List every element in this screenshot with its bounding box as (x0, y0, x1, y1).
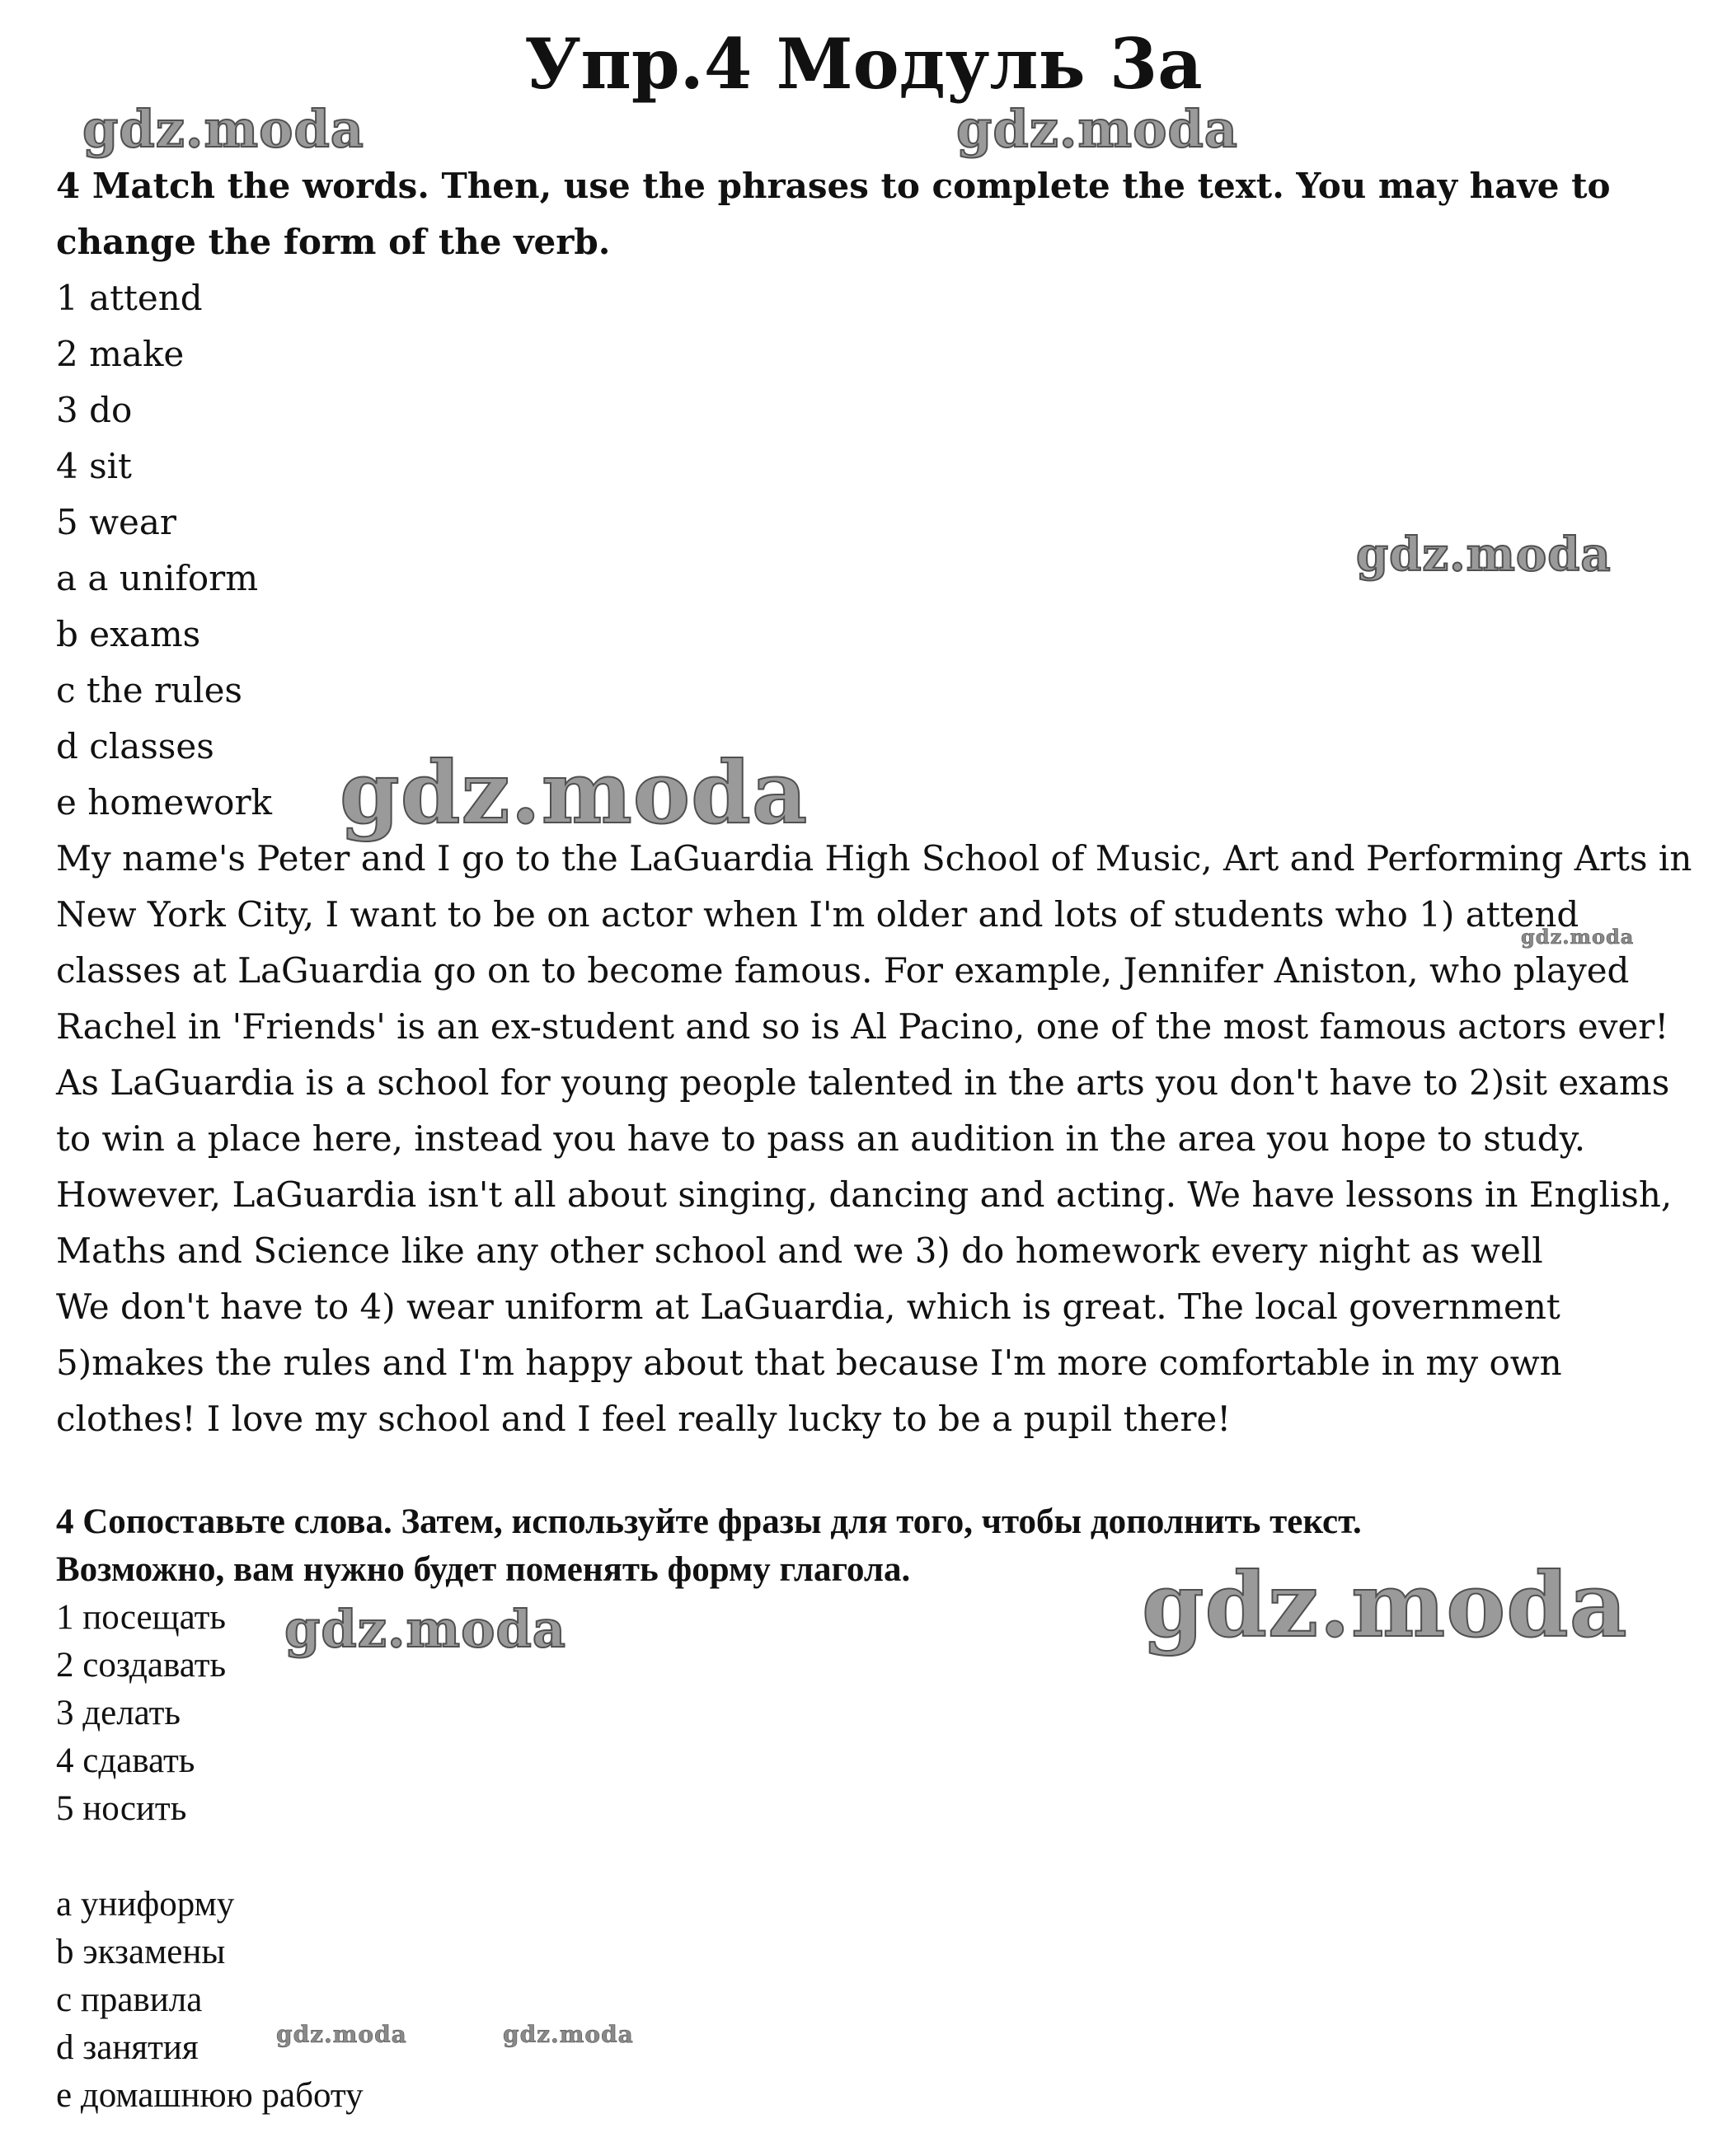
en-text-line: However, LaGuardia isn't all about singing, dancing and acting. We have lessons in English, (56, 1174, 1673, 1215)
en-instruction-line-2: change the form of the verb. (56, 222, 611, 262)
watermark: gdz.moda (340, 742, 809, 843)
ru-instruction-line-2: Возможно, вам нужно будет поменять форму глагола. (56, 1550, 911, 1589)
en-text-line: As LaGuardia is a school for young people talented in the arts you don't have to 2)sit exams (56, 1062, 1670, 1103)
en-text-line: Rachel in 'Friends' is an ex-student and so is Al Pacino, one of the most famous actors ever! (56, 1006, 1669, 1047)
ru-phrase-item: b экзамены (56, 1933, 226, 1971)
en-phrase-item: b exams (56, 614, 201, 654)
en-text-line: New York City, I want to be on actor when I'm older and lots of students who 1) attend (56, 894, 1579, 935)
ru-phrase-item: d занятия (56, 2028, 199, 2067)
watermark: gdz.moda (956, 99, 1238, 159)
watermark: gdz.moda (1521, 925, 1635, 949)
page-title: Упр.4 Модуль 3а (524, 23, 1203, 105)
en-verb-item: 3 do (56, 390, 133, 430)
ru-verb-item: 1 посещать (56, 1598, 227, 1637)
ru-instruction-line-1: 4 Сопоставьте слова. Затем, используйте фразы для того, чтобы дополнить текст. (56, 1502, 1362, 1541)
en-text-line: Maths and Science like any other school and we 3) do homework every night as well (56, 1230, 1543, 1271)
ru-phrase-item: a униформу (56, 1885, 235, 1924)
ru-phrase-item: e домашнюю работу (56, 2076, 364, 2115)
en-phrase-item: c the rules (56, 670, 242, 710)
watermark: gdz.moda (82, 99, 364, 159)
en-text-line: We don't have to 4) wear uniform at LaGuardia, which is great. The local government (56, 1287, 1560, 1327)
en-verb-item: 1 attend (56, 278, 203, 318)
watermark: gdz.moda (276, 2021, 407, 2048)
watermark: gdz.moda (284, 1599, 566, 1659)
ru-verb-item: 4 сдавать (56, 1741, 195, 1780)
en-text-line: clothes! I love my school and I feel really lucky to be a pupil there! (56, 1399, 1232, 1439)
ru-verb-item: 2 создавать (56, 1646, 227, 1685)
en-instruction-line-1: 4 Match the words. Then, use the phrases to complete the text. You may have to (56, 166, 1611, 206)
ru-verb-item: 3 делать (56, 1694, 181, 1732)
watermark: gdz.moda (503, 2021, 634, 2048)
en-verb-item: 4 sit (56, 446, 132, 486)
ru-phrase-item: c правила (56, 1980, 203, 2019)
en-text-line: My name's Peter and I go to the LaGuardia High School of Music, Art and Performing Arts in (56, 838, 1692, 879)
ru-verb-item: 5 носить (56, 1789, 187, 1828)
en-text-line: 5)makes the rules and I'm happy about that because I'm more comfortable in my own (56, 1343, 1562, 1383)
watermark: gdz.moda (1356, 527, 1612, 582)
en-text-line: classes at LaGuardia go on to become famous. For example, Jennifer Aniston, who played (56, 950, 1630, 991)
en-phrase-item: e homework (56, 782, 272, 823)
en-verb-item: 2 make (56, 334, 185, 374)
en-phrase-item: d classes (56, 726, 214, 766)
en-verb-item: 5 wear (56, 502, 176, 542)
watermark: gdz.moda (1142, 1554, 1628, 1657)
en-text-line: to win a place here, instead you have to pass an audition in the area you hope to study. (56, 1118, 1586, 1159)
en-phrase-item: a a uniform (56, 558, 259, 598)
